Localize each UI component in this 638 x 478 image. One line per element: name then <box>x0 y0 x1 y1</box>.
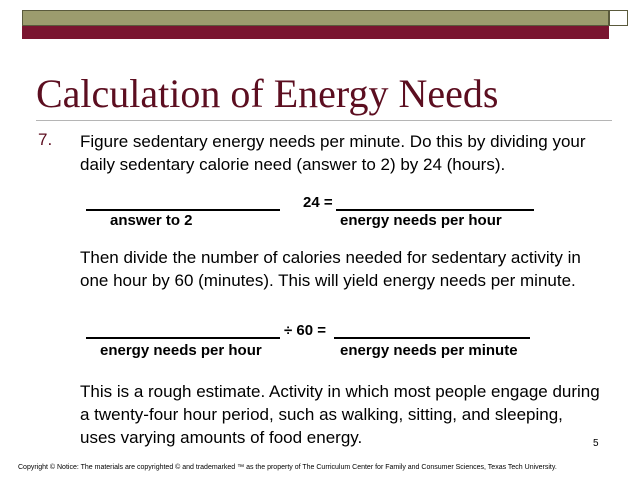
page-number: 5 <box>593 438 599 449</box>
operator-1: 24 = <box>303 194 333 211</box>
paragraph-3: This is a rough estimate. Activity in which most people engage during a twenty-four hour period, such as walking, sitting, and sleeping, uses varying amounts of food energy. <box>80 382 600 447</box>
blank-energy-per-hour <box>336 209 534 211</box>
header-band-corner <box>609 10 628 26</box>
label-answer-to-2: answer to 2 <box>110 212 193 229</box>
label-energy-per-hour: energy needs per hour <box>340 212 502 229</box>
copyright-notice: Copyright © Notice: The materials are copyrighted © and trademarked ™ as the property of The Curriculum Center for Family and Consumer Sciences, Texas Tech University. <box>18 464 557 471</box>
blank-energy-per-minute <box>334 337 530 339</box>
label-energy-per-minute: energy needs per minute <box>340 342 518 359</box>
paragraph-2: Then divide the number of calories needed for sedentary activity in one hour by 60 (minutes). This will yield energy needs per minute. <box>80 248 581 290</box>
slide-title: Calculation of Energy Needs <box>36 71 499 116</box>
operator-2: ÷ 60 = <box>284 322 327 339</box>
header-band-olive <box>22 10 609 26</box>
blank-answer-to-2 <box>86 209 280 211</box>
paragraph-1: Figure sedentary energy needs per minute. Do this by dividing your daily sedentary calorie need (answer to 2) by 24 (hours). <box>80 132 586 174</box>
title-divider <box>36 120 612 121</box>
label-energy-per-hour-2: energy needs per hour <box>100 342 262 359</box>
header-band-red <box>22 26 609 39</box>
blank-energy-per-hour-2 <box>86 337 280 339</box>
item-number: 7. <box>38 130 53 149</box>
